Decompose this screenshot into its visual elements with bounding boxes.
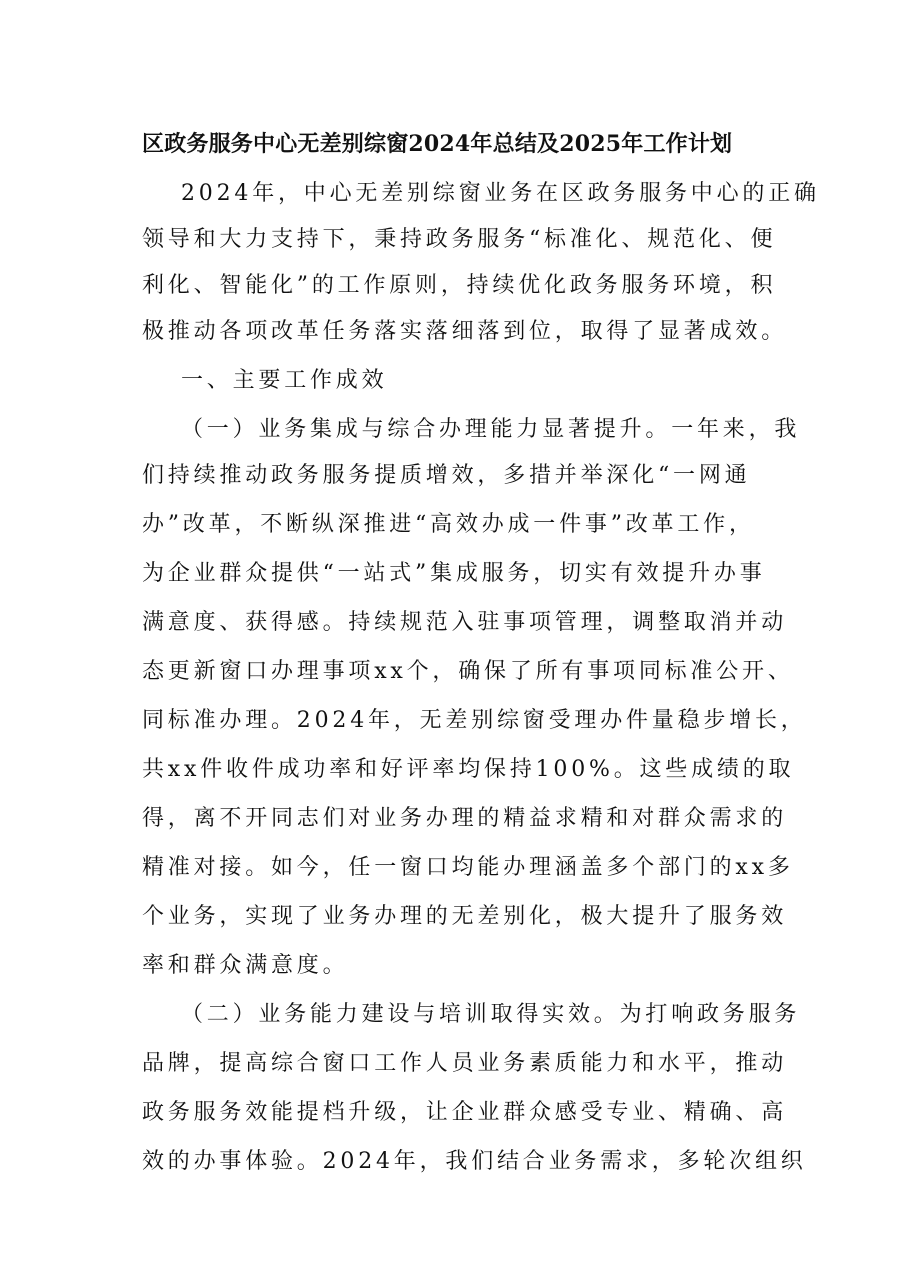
- paragraph-line: 率和群众满意度。: [142, 953, 349, 978]
- paragraph-line: 2024年，中心无差别综窗业务在区政务服务中心的正确: [181, 181, 820, 206]
- paragraph-line: 满意度、获得感。持续规范入驻事项管理，调整取消并动: [142, 610, 788, 635]
- paragraph-line: 精准对接。如今，任一窗口均能办理涵盖多个部门的xx多: [142, 855, 794, 880]
- paragraph-line: 态更新窗口办理事项xx个，确保了所有事项同标准公开、: [142, 659, 794, 684]
- paragraph-line: （一）业务集成与综合办理能力显著提升。一年来，我: [181, 417, 801, 442]
- paragraph-line: 政务服务效能提档升级，让企业群众感受专业、精确、高: [142, 1100, 788, 1125]
- paragraph-line: 办”改革，不断纵深推进“高效办成一件事”改革工作，: [142, 512, 755, 537]
- paragraph-line: 共xx件收件成功率和好评率均保持100%。这些成绩的取: [142, 757, 795, 782]
- paragraph-line: 品牌，提高综合窗口工作人员业务素质能力和水平，推动: [142, 1051, 788, 1076]
- paragraph-line: （二）业务能力建设与培训取得实效。为打响政务服务: [181, 1002, 801, 1027]
- paragraph-line: 得，离不开同志们对业务办理的精益求精和对群众需求的: [142, 806, 788, 831]
- paragraph-line: 同标准办理。2024年，无差别综窗受理办件量稳步增长，: [142, 708, 807, 733]
- paragraph-line: 极推动各项改革任务落实落细落到位，取得了显著成效。: [142, 319, 788, 344]
- paragraph-line: 效的办事体验。2024年，我们结合业务需求，多轮次组织: [142, 1149, 807, 1174]
- paragraph-line: 利化、智能化”的工作原则，持续优化政务服务环境，积: [142, 273, 777, 298]
- paragraph-line: 们持续推动政务服务提质增效，多措并举深化“一网通: [142, 463, 751, 488]
- paragraph-line: 个业务，实现了业务办理的无差别化，极大提升了服务效: [142, 904, 788, 929]
- document-title: 区政务服务中心无差别综窗2024年总结及2025年工作计划: [142, 131, 733, 157]
- paragraph-line: 领导和大力支持下，秉持政务服务“标准化、规范化、便: [142, 227, 777, 252]
- section-heading: 一、主要工作成效: [181, 368, 388, 393]
- paragraph-line: 为企业群众提供“一站式”集成服务，切实有效提升办事: [142, 561, 766, 586]
